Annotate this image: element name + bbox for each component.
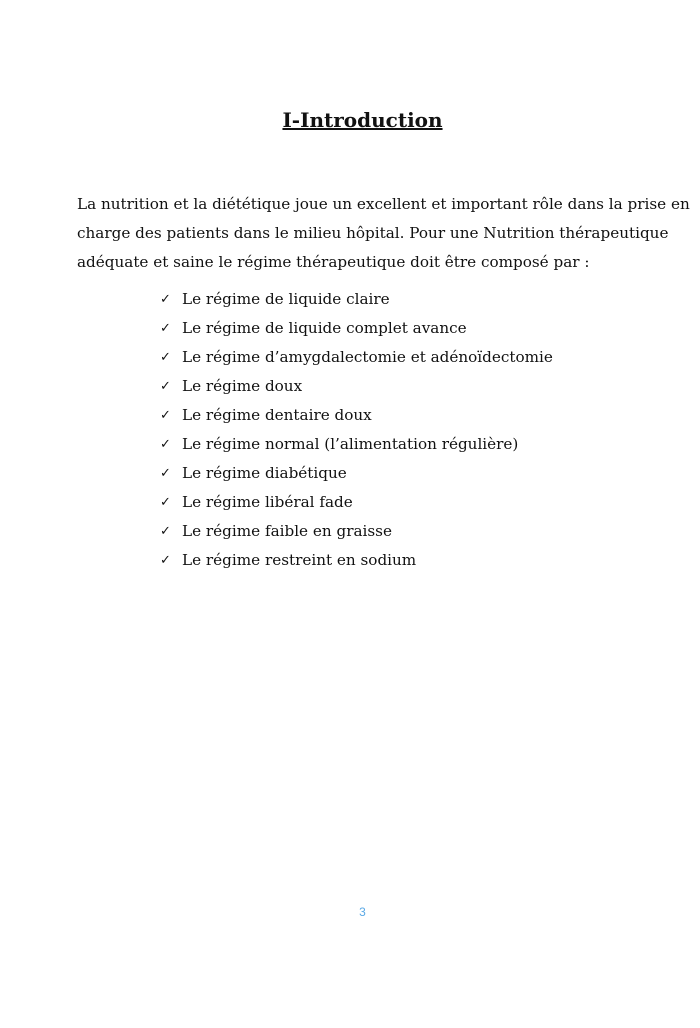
checkmark-icon: ✓ — [160, 321, 171, 336]
diet-list — [160, 285, 553, 575]
list-item — [160, 285, 553, 314]
checkmark-icon: ✓ — [160, 350, 171, 365]
list-item — [160, 546, 553, 575]
checkmark-icon: ✓ — [160, 292, 171, 307]
checkmark-icon: ✓ — [160, 466, 171, 481]
list-item-label: Le régime doux — [182, 377, 303, 395]
checkmark-icon: ✓ — [160, 408, 171, 423]
paragraph-line: adéquate et saine le régime thérapeutique doit être composé par : — [77, 253, 590, 271]
list-item — [160, 430, 553, 459]
list-item-label: Le régime libéral fade — [182, 493, 353, 511]
page-number: 3 — [359, 905, 366, 919]
list-item-label: Le régime normal (l’alimentation régulière) — [182, 435, 519, 453]
checkmark-icon: ✓ — [160, 524, 171, 539]
list-item — [160, 314, 553, 343]
paragraph-line: La nutrition et la diététique joue un excellent et important rôle dans la prise en — [77, 195, 690, 213]
checkmark-icon: ✓ — [160, 553, 171, 568]
list-item-label: Le régime faible en graisse — [182, 522, 392, 540]
intro-paragraph — [77, 190, 690, 277]
paragraph-line: charge des patients dans le milieu hôpital. Pour une Nutrition thérapeutique — [77, 224, 669, 242]
list-item — [160, 401, 553, 430]
checkmark-icon: ✓ — [160, 495, 171, 510]
list-item-label: Le régime diabétique — [182, 464, 347, 482]
list-item — [160, 343, 553, 372]
list-item-label: Le régime de liquide complet avance — [182, 319, 467, 337]
list-item-label: Le régime d’amygdalectomie et adénoïdectomie — [182, 348, 553, 366]
list-item-label: Le régime dentaire doux — [182, 406, 372, 424]
list-item — [160, 517, 553, 546]
list-item — [160, 372, 553, 401]
checkmark-icon: ✓ — [160, 437, 171, 452]
checkmark-icon: ✓ — [160, 379, 171, 394]
list-item — [160, 488, 553, 517]
list-item-label: Le régime restreint en sodium — [182, 551, 417, 569]
list-item — [160, 459, 553, 488]
section-title: I-Introduction — [282, 108, 443, 132]
list-item-label: Le régime de liquide claire — [182, 290, 390, 308]
